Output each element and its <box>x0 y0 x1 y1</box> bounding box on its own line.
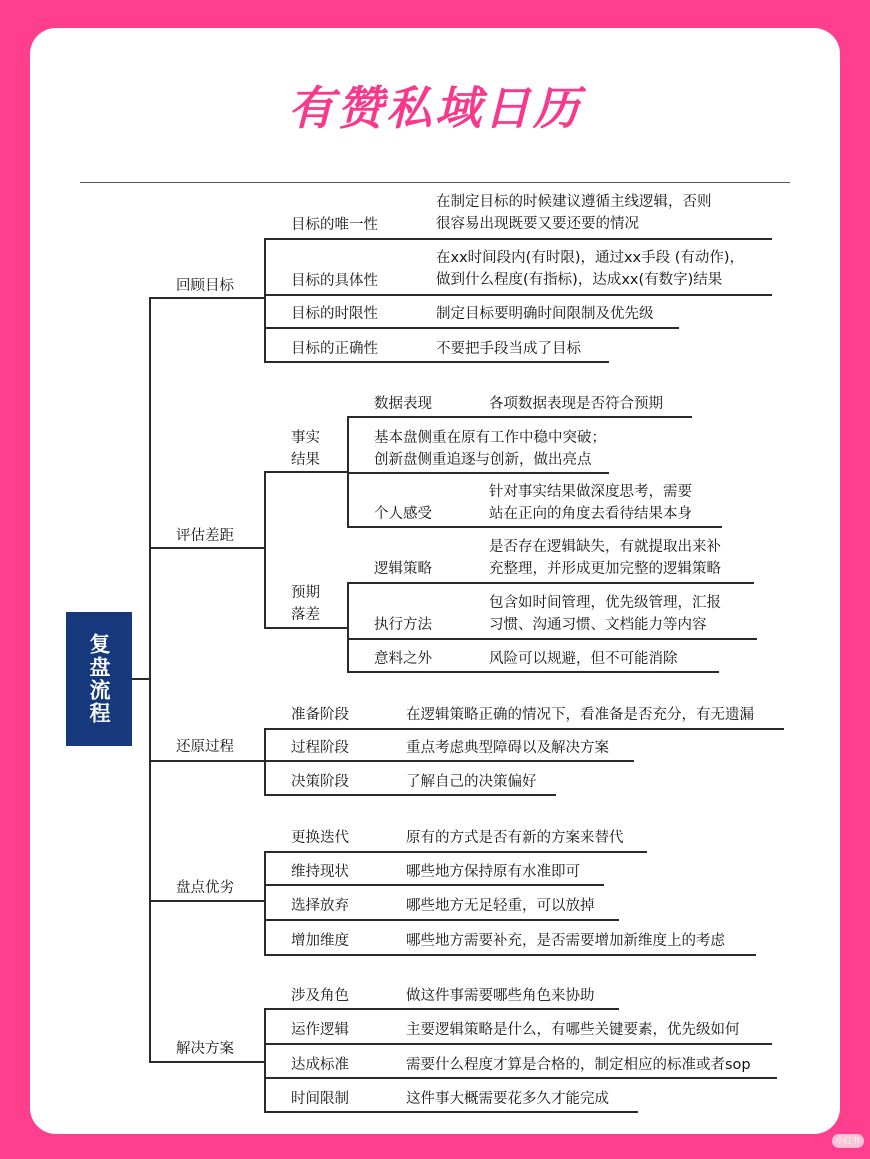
item-note: 在制定目标的时候建议遵循主线逻辑，否则 很容易出现既要又要还要的情况 <box>436 194 712 232</box>
item-note: 针对事实结果做深度思考，需要 站在正向的角度去看待结果本身 <box>489 484 692 522</box>
item-label: 过程阶段 <box>291 740 349 756</box>
item-underline <box>264 1008 619 1010</box>
branch-underline <box>149 1061 265 1063</box>
item-note: 各项数据表现是否符合预期 <box>489 396 663 412</box>
item-note: 是否存在逻辑缺失，有就提取出来补 充整理，并形成更加完整的逻辑策略 <box>489 539 721 577</box>
item-label: 目标的时限性 <box>291 306 378 322</box>
item-label: 目标的唯一性 <box>291 217 378 233</box>
branch-underline <box>149 547 265 549</box>
item-note: 制定目标要明确时间限制及优先级 <box>436 306 654 322</box>
item-label: 维持现状 <box>291 864 349 880</box>
item-underline <box>264 238 772 240</box>
item-underline <box>264 294 772 296</box>
item-note: 了解自己的决策偏好 <box>406 774 537 790</box>
item-underline <box>264 327 679 329</box>
item-label: 执行方法 <box>374 617 432 633</box>
item-underline <box>347 472 609 474</box>
root-connector <box>132 678 150 680</box>
item-label: 运作逻辑 <box>291 1022 349 1038</box>
item-note: 不要把手段当成了目标 <box>436 341 581 357</box>
root-node: 复盘流程 <box>66 612 132 746</box>
item-underline <box>347 671 719 673</box>
item-underline <box>264 1077 777 1079</box>
item-underline <box>264 794 556 796</box>
item-label: 更换迭代 <box>291 830 349 846</box>
branch-label-assess-gap: 评估差距 <box>176 528 234 544</box>
branch-bracket <box>264 1008 266 1112</box>
item-note: 原有的方式是否有新的方案来替代 <box>406 830 624 846</box>
watermark-badge: 小红书 <box>832 1134 864 1148</box>
item-note: 包含如时间管理，优先级管理，汇报 习惯、沟通习惯、文档能力等内容 <box>489 595 721 633</box>
item-label: 数据表现 <box>374 396 432 412</box>
item-label: 目标的具体性 <box>291 273 378 289</box>
item-underline <box>264 728 784 730</box>
group-label-expectation-gap: 预期 落差 <box>291 585 320 623</box>
item-note: 在逻辑策略正确的情况下，看准备是否充分，有无遗漏 <box>406 707 754 723</box>
item-label: 逻辑策略 <box>374 561 432 577</box>
item-label: 增加维度 <box>291 933 349 949</box>
item-underline <box>347 638 757 640</box>
item-label: 目标的正确性 <box>291 341 378 357</box>
trunk-line <box>149 297 151 1061</box>
item-note: 需要什么程度才算是合格的，制定相应的标准或者sop <box>406 1057 751 1073</box>
item-underline <box>264 760 634 762</box>
group-bracket <box>347 416 349 526</box>
item-note: 主要逻辑策略是什么，有哪些关键要素，优先级如何 <box>406 1022 740 1038</box>
item-label: 选择放弃 <box>291 898 349 914</box>
group-bracket <box>347 582 349 671</box>
item-underline <box>264 1043 772 1045</box>
item-underline <box>347 416 692 418</box>
branch-bracket <box>264 238 266 361</box>
item-label: 准备阶段 <box>291 707 349 723</box>
divider <box>80 182 790 183</box>
item-label: 达成标准 <box>291 1057 349 1073</box>
branch-label-solutions: 解决方案 <box>176 1041 234 1057</box>
item-note: 重点考虑典型障碍以及解决方案 <box>406 740 609 756</box>
item-underline <box>264 919 619 921</box>
item-underline <box>264 884 604 886</box>
item-note: 在xx时间段内(有时限)，通过xx手段 (有动作)， 做到什么程度(有指标)，达成xx(有数字)结果 <box>436 250 745 288</box>
branch-label-restore-process: 还原过程 <box>176 739 234 755</box>
item-underline <box>347 582 754 584</box>
group-label-facts: 事实 结果 <box>291 430 320 468</box>
item-underline <box>264 954 756 956</box>
item-note: 这件事大概需要花多久才能完成 <box>406 1091 609 1107</box>
content-card <box>30 28 840 1134</box>
branch-bracket <box>264 471 266 627</box>
item-label: 决策阶段 <box>291 774 349 790</box>
item-note: 做这件事需要哪些角色来协助 <box>406 988 595 1004</box>
item-underline <box>264 1111 638 1113</box>
item-underline <box>347 526 722 528</box>
item-label: 基本盘侧重在原有工作中稳中突破； 创新盘侧重追逐与创新，做出亮点 <box>374 430 606 468</box>
branch-label-review-goals: 回顾目标 <box>176 278 234 294</box>
item-label: 个人感受 <box>374 506 432 522</box>
item-note: 哪些地方无足轻重，可以放掉 <box>406 898 595 914</box>
item-note: 哪些地方保持原有水准即可 <box>406 864 580 880</box>
branch-underline <box>149 760 265 762</box>
item-underline <box>264 361 609 363</box>
branch-underline <box>149 297 265 299</box>
item-note: 风险可以规避，但不可能消除 <box>489 651 678 667</box>
branch-label-pros-cons: 盘点优劣 <box>176 880 234 896</box>
item-underline <box>264 851 647 853</box>
group-underline <box>264 627 348 629</box>
branch-bracket <box>264 851 266 955</box>
item-label: 时间限制 <box>291 1091 349 1107</box>
branch-underline <box>149 900 265 902</box>
item-note: 哪些地方需要补充，是否需要增加新维度上的考虑 <box>406 933 725 949</box>
item-label: 涉及角色 <box>291 988 349 1004</box>
group-underline <box>264 471 348 473</box>
page-title: 有赞私域日历 <box>288 81 582 135</box>
item-label: 意料之外 <box>374 651 432 667</box>
